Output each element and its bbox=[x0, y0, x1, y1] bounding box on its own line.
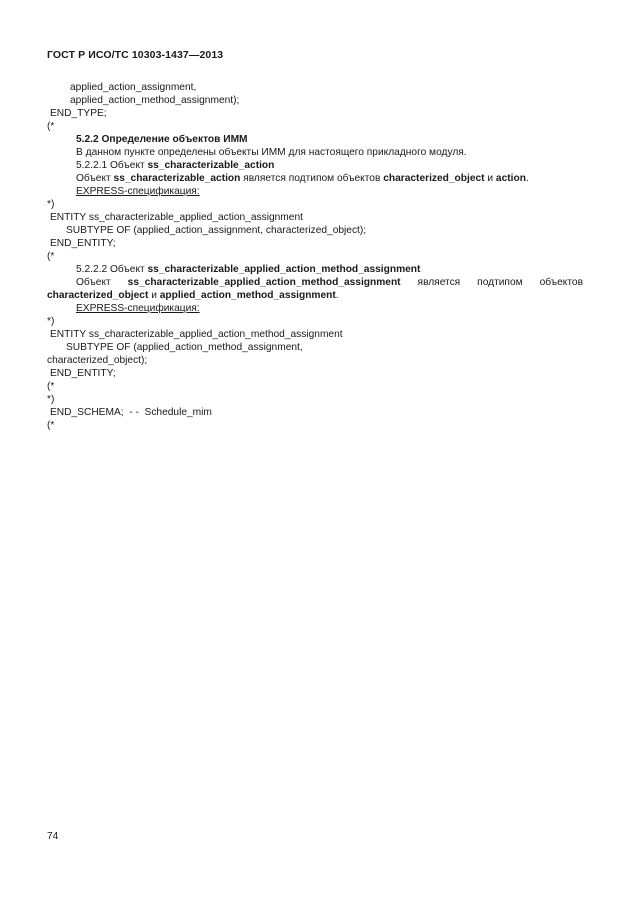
text: . bbox=[525, 173, 529, 184]
comment-close: *) bbox=[47, 394, 55, 405]
entity-name: ss_characterizable_applied_action_method_assignment bbox=[147, 264, 421, 275]
code-line: END_ENTITY; bbox=[50, 368, 116, 379]
express-spec-label: EXPRESS-спецификация: bbox=[76, 186, 200, 197]
page-number: 74 bbox=[47, 831, 59, 842]
code-line: applied_action_assignment, bbox=[70, 82, 197, 93]
paragraph: В данном пункте определены объекты ИММ для настоящего прикладного модуля. bbox=[76, 147, 467, 158]
text: Объект bbox=[76, 277, 111, 288]
entity-name: characterized_object bbox=[383, 173, 485, 184]
entity-name: ss_characterizable_action bbox=[147, 160, 275, 171]
text: объектов bbox=[539, 277, 583, 288]
code-line: SUBTYPE OF (applied_action_assignment, characterized_object); bbox=[66, 225, 367, 236]
comment-open: (* bbox=[47, 251, 55, 262]
entity-name: ss_characterizable_action bbox=[113, 173, 241, 184]
text: является bbox=[417, 277, 461, 288]
paragraph bbox=[76, 173, 529, 185]
paragraph-justified bbox=[76, 277, 583, 289]
paragraph bbox=[47, 290, 339, 302]
subsection-heading bbox=[76, 264, 420, 276]
code-line: ENTITY ss_characterizable_applied_action_assignment bbox=[50, 212, 303, 223]
text: . bbox=[335, 290, 339, 301]
text: подтипом bbox=[477, 277, 523, 288]
entity-name: applied_action_method_assignment bbox=[159, 290, 336, 301]
comment-open: (* bbox=[47, 420, 55, 431]
entity-name: characterized_object bbox=[47, 290, 149, 301]
section-heading: 5.2.2 Определение объектов ИММ bbox=[76, 134, 248, 145]
entity-name: action bbox=[495, 173, 526, 184]
subsection-heading bbox=[76, 160, 274, 172]
code-line: END_TYPE; bbox=[50, 108, 107, 119]
code-line: END_SCHEMA; - - Schedule_mim bbox=[50, 407, 212, 418]
comment-open: (* bbox=[47, 121, 55, 132]
subsection-number: 5.2.2.2 Объект bbox=[76, 264, 148, 275]
code-line: characterized_object); bbox=[47, 355, 148, 366]
comment-close: *) bbox=[47, 199, 55, 210]
subsection-number: 5.2.2.1 Объект bbox=[76, 160, 148, 171]
comment-open: (* bbox=[47, 381, 55, 392]
code-line: applied_action_method_assignment); bbox=[70, 95, 240, 106]
code-line: SUBTYPE OF (applied_action_method_assignment, bbox=[66, 342, 303, 353]
text: и bbox=[148, 290, 160, 301]
text: является подтипом объектов bbox=[240, 173, 384, 184]
express-spec-label: EXPRESS-спецификация: bbox=[76, 303, 200, 314]
code-line: ENTITY ss_characterizable_applied_action_method_assignment bbox=[50, 329, 343, 340]
comment-close: *) bbox=[47, 316, 55, 327]
text: и bbox=[484, 173, 496, 184]
entity-name: ss_characterizable_applied_action_method_assignment bbox=[127, 277, 401, 288]
code-line: END_ENTITY; bbox=[50, 238, 116, 249]
document-header: ГОСТ Р ИСО/ТС 10303-1437—2013 bbox=[47, 49, 224, 61]
text: Объект bbox=[76, 173, 114, 184]
